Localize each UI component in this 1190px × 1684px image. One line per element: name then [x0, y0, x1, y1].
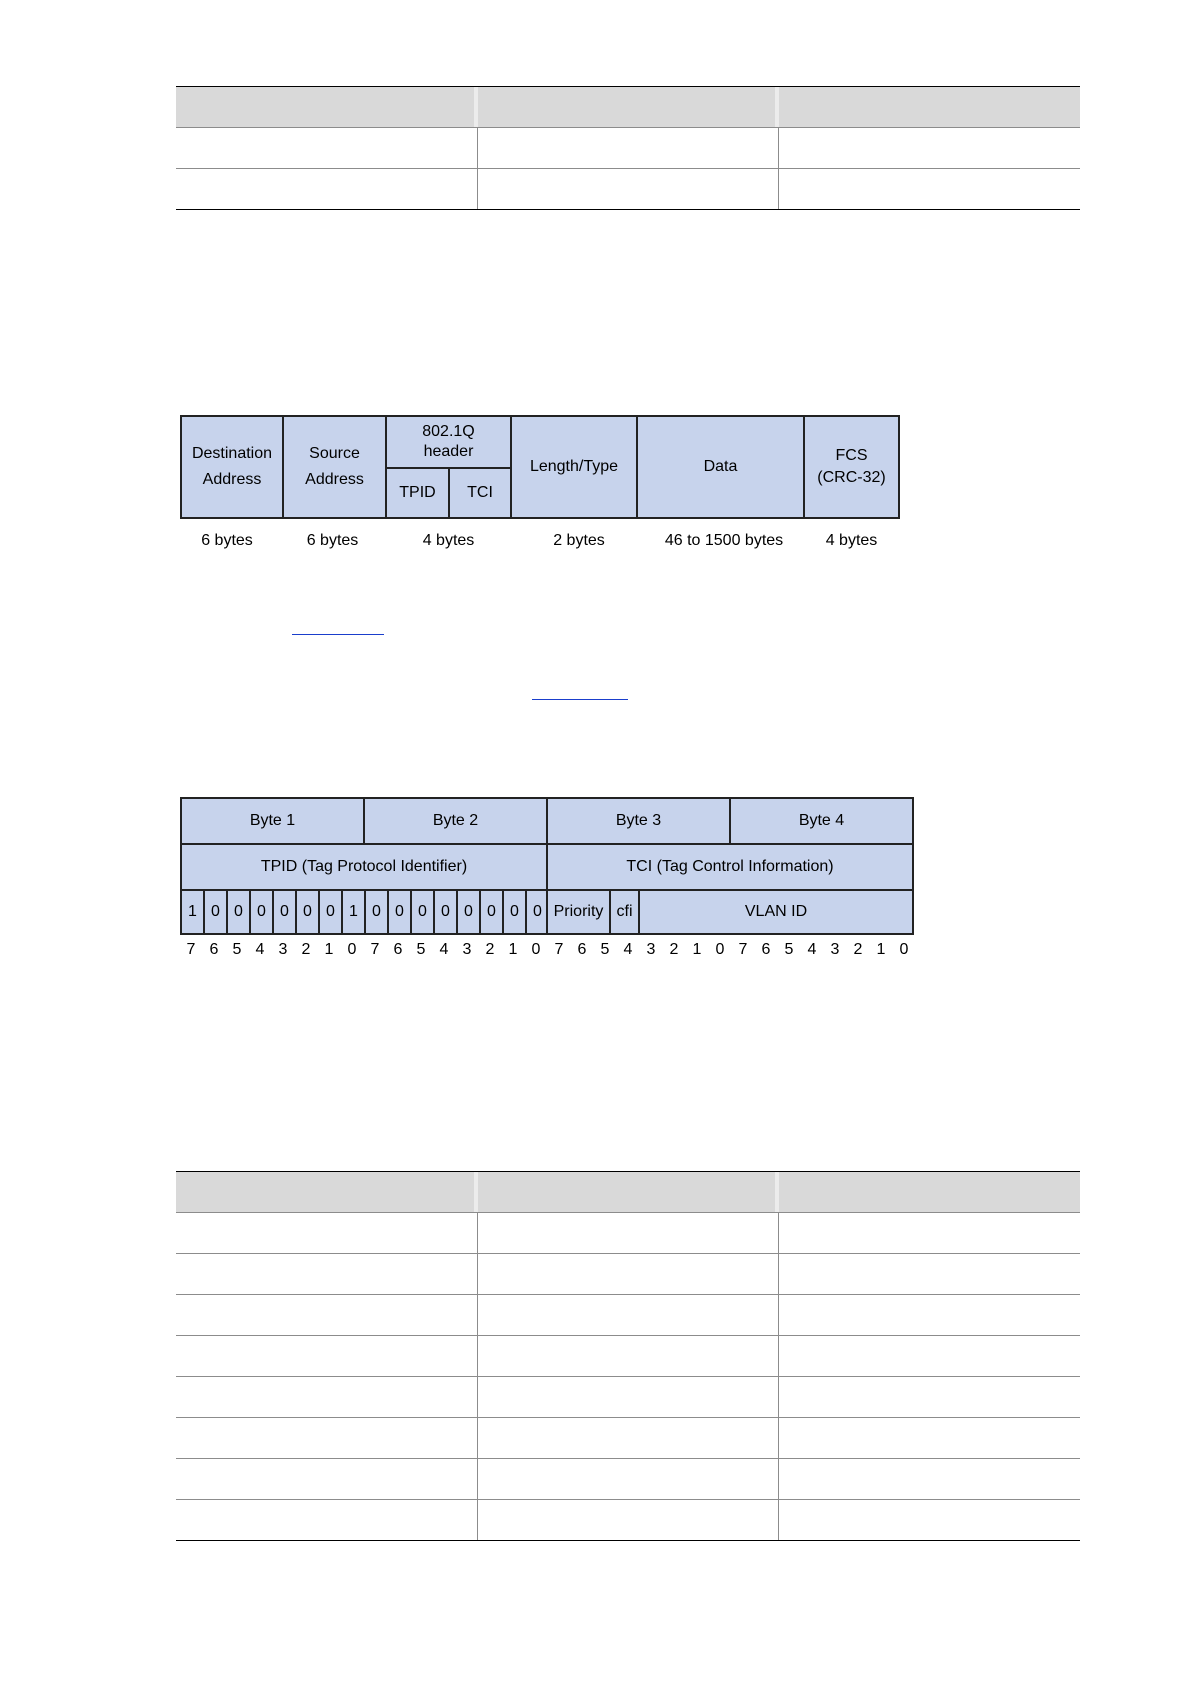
tpid-field: TPID (Tag Protocol Identifier)	[180, 843, 548, 891]
bit-number: 2	[301, 941, 311, 958]
field-source-address: Source Address	[282, 415, 387, 519]
table-header-cell	[176, 87, 478, 127]
table-row	[176, 1253, 1080, 1294]
bit-number: 6	[393, 941, 403, 958]
field-8021q-header: 802.1Q header	[385, 415, 512, 469]
size-label: 46 to 1500 bytes	[664, 532, 784, 549]
bit-number: 7	[738, 941, 748, 958]
bit-number: 5	[416, 941, 426, 958]
bit-number: 7	[186, 941, 196, 958]
bit-number: 1	[508, 941, 518, 958]
bit-number: 5	[232, 941, 242, 958]
bit-number: 4	[623, 941, 633, 958]
size-label: 6 bytes	[306, 532, 359, 549]
bit-number: 1	[324, 941, 334, 958]
table-row	[176, 1376, 1080, 1417]
field-tpid: TPID	[385, 467, 450, 519]
tpid-bit-cell: 0	[226, 889, 251, 935]
bit-number: 4	[255, 941, 265, 958]
size-label: 4 bytes	[422, 532, 475, 549]
bit-number: 0	[531, 941, 541, 958]
tpid-bit-cell: 0	[203, 889, 228, 935]
table-header	[176, 1171, 1080, 1212]
bit-number: 3	[830, 941, 840, 958]
table-row	[176, 1294, 1080, 1335]
tpid-bit-cell: 0	[479, 889, 504, 935]
tpid-bit-cell: 0	[295, 889, 320, 935]
field-fcs: FCS (CRC-32)	[803, 415, 900, 519]
bit-number: 6	[209, 941, 219, 958]
tpid-bit-cell: 0	[433, 889, 458, 935]
tpid-bit-cell: 0	[272, 889, 297, 935]
table-header-cell	[478, 1172, 779, 1212]
vlan-id-field: VLAN ID	[638, 889, 914, 935]
table-top	[176, 86, 1080, 210]
tpid-bit-cell: 0	[456, 889, 481, 935]
bit-number: 7	[554, 941, 564, 958]
table-row	[176, 1417, 1080, 1458]
tpid-bit-cell: 1	[341, 889, 366, 935]
bit-number: 3	[646, 941, 656, 958]
table-row	[176, 168, 1080, 209]
size-label: 6 bytes	[201, 532, 253, 549]
table-row	[176, 1335, 1080, 1376]
tpid-bit-cell: 1	[180, 889, 205, 935]
tpid-bit-cell: 0	[387, 889, 412, 935]
byte-2-cell: Byte 2	[363, 797, 548, 845]
priority-field: Priority	[546, 889, 611, 935]
table-row	[176, 1212, 1080, 1253]
cfi-field: cfi	[609, 889, 640, 935]
bit-number: 5	[784, 941, 794, 958]
bit-number: 2	[669, 941, 679, 958]
tpid-bit-cell: 0	[249, 889, 274, 935]
field-tci: TCI	[448, 467, 512, 519]
size-label: 4 bytes	[825, 532, 878, 549]
cross-reference-link[interactable]	[532, 699, 628, 700]
cross-reference-link[interactable]	[292, 634, 384, 635]
tpid-bit-cell: 0	[318, 889, 343, 935]
tpid-bit-cell: 0	[502, 889, 527, 935]
bit-number: 3	[278, 941, 288, 958]
table-header-cell	[478, 87, 779, 127]
field-destination-address: Destination Address	[180, 415, 284, 519]
bit-number: 2	[485, 941, 495, 958]
table-row	[176, 1458, 1080, 1499]
tci-field: TCI (Tag Control Information)	[546, 843, 914, 891]
bit-number: 4	[439, 941, 449, 958]
table-row	[176, 127, 1080, 168]
field-data: Data	[636, 415, 805, 519]
tpid-bit-cell: 0	[410, 889, 435, 935]
bit-number: 2	[853, 941, 863, 958]
bit-number: 1	[876, 941, 886, 958]
tpid-bit-cell: 0	[525, 889, 550, 935]
bit-number: 0	[347, 941, 357, 958]
tpid-bit-cell: 0	[364, 889, 389, 935]
bit-number: 0	[899, 941, 909, 958]
table-row	[176, 1499, 1080, 1540]
bit-number: 4	[807, 941, 817, 958]
table-header	[176, 86, 1080, 127]
table-header-cell	[779, 1172, 1080, 1212]
bit-number: 3	[462, 941, 472, 958]
bit-number: 6	[761, 941, 771, 958]
bit-number: 7	[370, 941, 380, 958]
field-length-type: Length/Type	[510, 415, 638, 519]
bit-number: 6	[577, 941, 587, 958]
table-bottom	[176, 1171, 1080, 1541]
table-header-cell	[779, 87, 1080, 127]
table-header-cell	[176, 1172, 478, 1212]
byte-3-cell: Byte 3	[546, 797, 731, 845]
byte-1-cell: Byte 1	[180, 797, 365, 845]
byte-4-cell: Byte 4	[729, 797, 914, 845]
size-label: 2 bytes	[553, 532, 605, 549]
bit-number: 5	[600, 941, 610, 958]
bit-number: 1	[692, 941, 702, 958]
bit-number: 0	[715, 941, 725, 958]
